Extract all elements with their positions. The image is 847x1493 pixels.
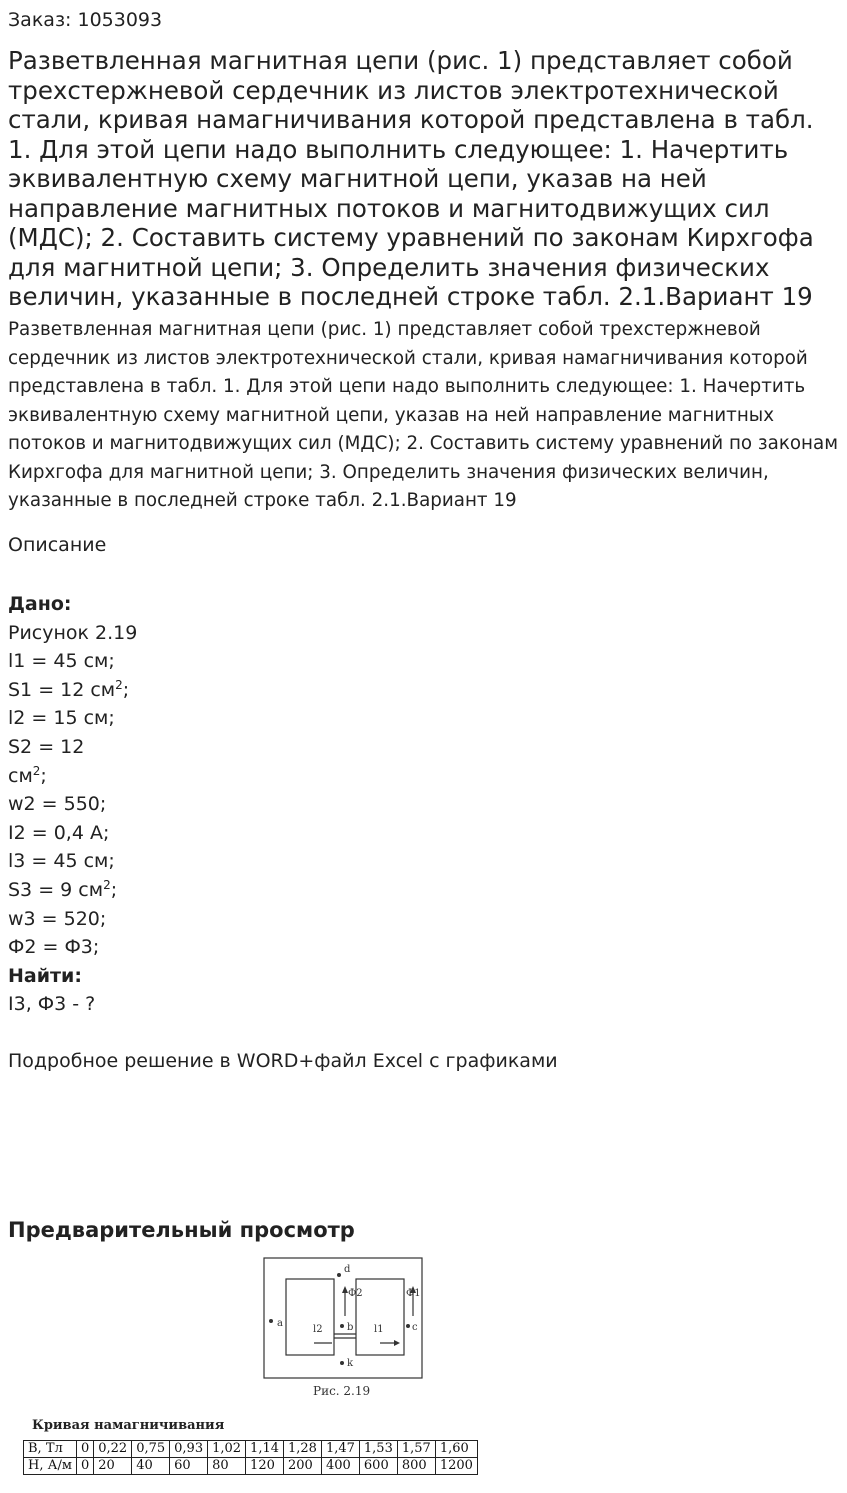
node-c-dot [406,1324,410,1328]
label-c: c [412,1322,418,1333]
table-row-b [24,1441,478,1458]
table-cell: 0,93 [170,1441,208,1458]
node-d-dot [337,1273,341,1277]
given-l3: l3 = 45 см; [8,850,115,873]
preview-title: Предварительный просмотр [8,1218,355,1242]
label-d: d [344,1264,351,1275]
given-s3-sup: 2 [103,877,111,892]
find-heading: Найти: [8,964,82,987]
magnetization-curve-table [23,1440,478,1475]
given-s2-unit-line [8,762,137,791]
table-cell: 1200 [435,1458,477,1475]
given-figure-ref: Рисунок 2.19 [8,621,138,644]
label-phi2: Ф2 [348,1288,363,1299]
table-cell: B, Тл [24,1441,77,1458]
given-s3-end: ; [110,878,118,901]
page-title: Разветвленная магнитная цепи (рис. 1) представляет собой трехстержневой сердечник из листов электротехнической стали, кривая намагничивания которой представлена в табл. 1. Для этой цепи надо выполнить следующее: 1. Начертить эквивалентную схему магнитной цепи, указав на ней направление магнитных потоков и магнитодвижущих сил (МДС); 2. Составить систему уравнений по законам Кирхгофа для магнитной цепи; 3. Определить значения физических величин, указанные в последней строке табл. 2.1.Вариант 19 [8,46,814,311]
table-cell: 20 [94,1458,132,1475]
given-w2: w2 = 550; [8,793,107,816]
table-cell: 1,57 [397,1441,435,1458]
given-s2-unit: см [8,764,33,787]
node-k-dot [340,1361,344,1365]
table-cell: 1,14 [246,1441,284,1458]
given-s3 [8,876,137,905]
node-a-dot [269,1319,273,1323]
solution-note: Подробное решение в WORD+файл Excel с графиками [8,1050,558,1072]
label-l2: l2 [313,1324,323,1335]
table-cell: 1,60 [435,1441,477,1458]
given-w3: w3 = 520; [8,907,107,930]
arrow-l1-head [394,1340,400,1346]
order-number: Заказ: 1053093 [8,9,163,31]
find-values: I3, Ф3 - ? [8,993,96,1016]
table-cell: 0 [76,1458,93,1475]
table-cell: 1,28 [284,1441,322,1458]
given-phi: Ф2 = Ф3; [8,936,100,959]
section-label: Описание [8,534,107,556]
table-cell: 400 [321,1458,359,1475]
label-b: b [347,1322,354,1333]
table-cell: 1,53 [359,1441,397,1458]
table-cell: 600 [359,1458,397,1475]
label-a: a [277,1318,283,1329]
table-cell: 200 [284,1458,322,1475]
given-block [8,590,137,1019]
given-l1: l1 = 45 см; [8,650,115,673]
table-cell: 0,22 [94,1441,132,1458]
given-s3-text: S3 = 9 см [8,878,104,901]
table-cell: 1,02 [208,1441,246,1458]
given-l2: l2 = 15 см; [8,707,115,730]
label-k: k [347,1358,354,1369]
table-row-h [24,1458,478,1475]
core-outer-frame [264,1258,422,1378]
given-s2-sup: 2 [32,763,41,778]
given-s1-sup: 2 [115,677,123,692]
table-cell: 120 [246,1458,284,1475]
label-phi1: Ф1 [406,1288,421,1299]
node-b-dot [340,1324,344,1328]
given-s2-end: ; [40,764,47,787]
given-i2: I2 = 0,4 А; [8,821,110,844]
table-title: Кривая намагничивания [32,1418,225,1433]
figure-caption: Рис. 2.19 [313,1384,371,1398]
label-l1: l1 [374,1324,384,1335]
table-cell: 80 [208,1458,246,1475]
given-s1-end: ; [122,678,130,701]
table-cell: 0 [76,1441,93,1458]
given-s1 [8,676,137,705]
table-cell: H, А/м [24,1458,77,1475]
given-s1-text: S1 = 12 см [8,678,116,701]
magnetic-circuit-figure [262,1254,426,1404]
given-heading: Дано: [8,593,72,615]
table-cell: 0,75 [132,1441,170,1458]
table-cell: 60 [170,1458,208,1475]
given-s2: S2 = 12 [8,735,85,758]
table-cell: 1,47 [321,1441,359,1458]
table-cell: 40 [132,1458,170,1475]
task-description: Разветвленная магнитная цепи (рис. 1) представляет собой трехстержневой сердечник из листов электротехнической стали, кривая намагничивания которой представлена в табл. 1. Для этой цепи надо выполнить следующее: 1. Начертить эквивалентную схему магнитной цепи, указав на ней направление магнитных потоков и магнитодвижущих сил (МДС); 2. Составить систему уравнений по законам Кирхгофа для магнитной цепи; 3. Определить значения физических величин, указанные в последней строке табл. 2.1.Вариант 19 [8,319,839,511]
table-cell: 800 [397,1458,435,1475]
